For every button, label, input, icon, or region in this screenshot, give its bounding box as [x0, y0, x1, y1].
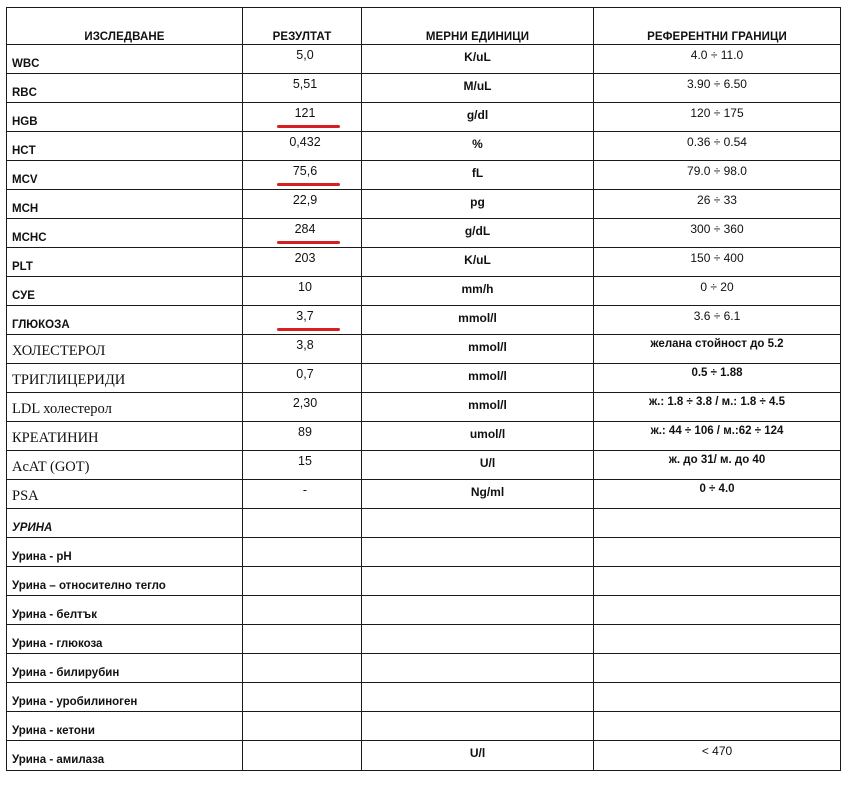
table-row: [7, 596, 841, 625]
reference-range-cell: [594, 422, 841, 451]
test-name: КРЕАТИНИН: [12, 430, 99, 446]
unit-value-cell: [362, 712, 594, 741]
unit-value: [362, 625, 593, 630]
test-name-cell: [7, 306, 243, 335]
unit-value-cell: [362, 161, 594, 190]
result-value-cell: [243, 480, 362, 509]
unit-value: fL: [471, 166, 484, 180]
reference-range-cell: [594, 393, 841, 422]
test-name-cell: [7, 132, 243, 161]
result-value: 2,30: [292, 396, 318, 410]
result-value-cell: [243, 306, 362, 335]
unit-value: M/uL: [463, 79, 492, 93]
reference-range: < 470: [701, 744, 733, 758]
unit-value-cell: [362, 393, 594, 422]
table-row: [7, 277, 841, 306]
result-value: [243, 538, 361, 541]
unit-value-cell: [362, 219, 594, 248]
reference-range: ж.: 1.8 ÷ 3.8 / м.: 1.8 ÷ 4.5: [648, 396, 786, 408]
header-units: МЕРНИ ЕДИНИЦИ: [362, 8, 594, 45]
test-name: HGB: [12, 116, 38, 128]
test-name: PSA: [12, 488, 39, 504]
result-value-cell: [243, 567, 362, 596]
unit-value: U/l: [469, 746, 486, 760]
result-value: 284: [243, 219, 361, 236]
unit-value-cell: [362, 335, 594, 364]
test-name: Урина - уробилиноген: [12, 696, 138, 708]
result-value-cell: [243, 103, 362, 132]
test-name: LDL холестерол: [12, 401, 112, 417]
unit-value-cell: [362, 306, 594, 335]
test-name-cell: [7, 480, 243, 509]
result-value-cell: [243, 712, 362, 741]
test-name-cell: [7, 625, 243, 654]
result-value-cell: [243, 654, 362, 683]
reference-range: 79.0 ÷ 98.0: [687, 164, 747, 178]
unit-value-cell: [362, 422, 594, 451]
result-value-cell: [243, 422, 362, 451]
result-value-cell: [243, 509, 362, 538]
reference-range: 0 ÷ 20: [700, 280, 734, 294]
reference-range-cell: [594, 364, 841, 393]
table-row: [7, 45, 841, 74]
table-header-row: [7, 8, 841, 45]
unit-value-cell: [362, 190, 594, 219]
reference-range-cell: [594, 335, 841, 364]
table-row: [7, 364, 841, 393]
test-name-cell: [7, 538, 243, 567]
test-name-cell: [7, 596, 243, 625]
test-name: MCH: [12, 203, 39, 215]
unit-value-cell: [362, 103, 594, 132]
test-name: Урина – относително тегло: [12, 580, 166, 592]
result-value: 75,6: [243, 161, 361, 178]
result-value: 15: [298, 454, 312, 468]
result-value: 121: [243, 103, 361, 120]
reference-range: желана стойност до 5.2: [650, 338, 784, 350]
table-row: [7, 741, 841, 771]
result-value-cell: [243, 161, 362, 190]
result-value: 5,0: [296, 48, 314, 62]
result-value: 3,8: [296, 338, 314, 352]
test-name: Урина - белтък: [12, 609, 97, 621]
test-name-cell: [7, 161, 243, 190]
red-underline-mark: [277, 183, 340, 186]
table-row: [7, 538, 841, 567]
unit-value-cell: [362, 451, 594, 480]
result-value: [243, 654, 361, 657]
unit-value-cell: [362, 741, 594, 771]
red-underline-mark: [277, 328, 340, 331]
test-name-cell: [7, 422, 243, 451]
reference-range: 3.90 ÷ 6.50: [687, 77, 747, 91]
result-value: 203: [294, 251, 316, 265]
unit-value: [362, 509, 593, 514]
header-reference: РЕФЕРЕНТНИ ГРАНИЦИ: [594, 8, 841, 45]
reference-range-cell: [594, 103, 841, 132]
reference-range: [594, 683, 840, 686]
test-name-cell: [7, 219, 243, 248]
result-value-cell: [243, 74, 362, 103]
test-name: MCV: [12, 174, 38, 186]
reference-range-cell: [594, 741, 841, 771]
reference-range-cell: [594, 277, 841, 306]
result-value-cell: [243, 538, 362, 567]
reference-range-cell: [594, 306, 841, 335]
result-value: 3,7: [243, 306, 361, 323]
unit-value: U/l: [479, 456, 496, 470]
test-name: УРИНА: [12, 522, 53, 534]
unit-value: mm/h: [461, 282, 494, 296]
lab-results-table: [6, 7, 841, 771]
reference-range-cell: [594, 74, 841, 103]
result-value-cell: [243, 741, 362, 771]
test-name-cell: [7, 712, 243, 741]
test-name-cell: [7, 393, 243, 422]
result-value: [243, 596, 361, 599]
unit-value-cell: [362, 596, 594, 625]
table-row: [7, 567, 841, 596]
red-underline-mark: [277, 125, 340, 128]
unit-value: [362, 712, 593, 717]
reference-range: [594, 567, 840, 570]
reference-range: [594, 712, 840, 715]
test-name-cell: [7, 248, 243, 277]
result-value: 5,51: [292, 77, 318, 91]
reference-range-cell: [594, 625, 841, 654]
result-value-cell: [243, 625, 362, 654]
table-row: [7, 132, 841, 161]
red-underline-mark: [277, 241, 340, 244]
result-value-cell: [243, 393, 362, 422]
reference-range: 26 ÷ 33: [697, 193, 737, 207]
reference-range: 0.36 ÷ 0.54: [687, 135, 747, 149]
result-value: 0,432: [289, 135, 321, 149]
unit-value: mmol/l: [458, 311, 497, 325]
unit-value: Ng/ml: [470, 485, 505, 499]
table-row: [7, 103, 841, 132]
unit-value: mmol/l: [468, 398, 507, 412]
reference-range: [594, 538, 840, 541]
unit-value: [362, 654, 593, 659]
reference-range: ж.: 44 ÷ 106 / м.:62 ÷ 124: [650, 425, 784, 437]
result-value-cell: [243, 335, 362, 364]
test-name: AcAT (GOT): [12, 459, 90, 475]
reference-range: 4.0 ÷ 11.0: [690, 48, 744, 62]
result-value: [243, 625, 361, 628]
reference-range-cell: [594, 190, 841, 219]
unit-value: [362, 567, 593, 572]
result-value-cell: [243, 451, 362, 480]
table-row: [7, 161, 841, 190]
unit-value-cell: [362, 74, 594, 103]
unit-value: umol/l: [469, 427, 506, 441]
result-value: 10: [298, 280, 312, 294]
reference-range: ж. до 31/ м. до 40: [668, 454, 766, 466]
result-value: 22,9: [292, 193, 318, 207]
test-name-cell: [7, 567, 243, 596]
result-value-cell: [243, 45, 362, 74]
test-name-cell: [7, 74, 243, 103]
table-row: [7, 306, 841, 335]
test-name-cell: [7, 451, 243, 480]
table-row: [7, 74, 841, 103]
test-name: Урина - кетони: [12, 725, 95, 737]
reference-range-cell: [594, 248, 841, 277]
test-name: Урина - глюкоза: [12, 638, 103, 650]
result-value-cell: [243, 219, 362, 248]
reference-range: 120 ÷ 175: [690, 106, 744, 120]
table-row: [7, 480, 841, 509]
unit-value-cell: [362, 683, 594, 712]
reference-range-cell: [594, 538, 841, 567]
header-test: ИЗСЛЕДВАНЕ: [7, 8, 243, 45]
result-value: -: [302, 483, 308, 497]
reference-range-cell: [594, 219, 841, 248]
test-name: RBC: [12, 87, 37, 99]
result-value: [243, 741, 361, 744]
reference-range: [594, 625, 840, 628]
unit-value-cell: [362, 509, 594, 538]
unit-value: K/uL: [464, 253, 491, 267]
unit-value-cell: [362, 45, 594, 74]
test-name: ХОЛЕСТЕРОЛ: [12, 343, 106, 359]
unit-value-cell: [362, 132, 594, 161]
test-name: WBC: [12, 58, 40, 70]
reference-range-cell: [594, 567, 841, 596]
result-value: [243, 567, 361, 570]
test-name-cell: [7, 654, 243, 683]
reference-range-cell: [594, 712, 841, 741]
test-name: СУЕ: [12, 290, 35, 302]
table-row: [7, 712, 841, 741]
unit-value: [362, 596, 593, 601]
test-name-cell: [7, 509, 243, 538]
table-row: [7, 451, 841, 480]
result-value: 0,7: [296, 367, 314, 381]
unit-value: g/dl: [466, 108, 489, 122]
test-name: Урина - pH: [12, 551, 72, 563]
reference-range-cell: [594, 683, 841, 712]
result-value-cell: [243, 596, 362, 625]
table-row: [7, 219, 841, 248]
result-value-cell: [243, 190, 362, 219]
test-name: Урина - билирубин: [12, 667, 120, 679]
unit-value: pg: [470, 195, 485, 209]
result-value-cell: [243, 277, 362, 306]
reference-range-cell: [594, 451, 841, 480]
reference-range: [594, 509, 840, 512]
reference-range-cell: [594, 654, 841, 683]
test-name: MCHC: [12, 232, 47, 244]
table-row: [7, 393, 841, 422]
reference-range-cell: [594, 45, 841, 74]
reference-range-cell: [594, 161, 841, 190]
unit-value: [362, 538, 593, 543]
unit-value-cell: [362, 654, 594, 683]
unit-value: g/dL: [464, 224, 491, 238]
unit-value: %: [472, 137, 483, 151]
test-name-cell: [7, 277, 243, 306]
reference-range-cell: [594, 509, 841, 538]
table-row: [7, 422, 841, 451]
reference-range-cell: [594, 596, 841, 625]
result-value: [243, 712, 361, 715]
result-value-cell: [243, 683, 362, 712]
reference-range-cell: [594, 132, 841, 161]
unit-value-cell: [362, 277, 594, 306]
test-name-cell: [7, 364, 243, 393]
table-row: [7, 625, 841, 654]
reference-range: [594, 654, 840, 657]
result-value-cell: [243, 248, 362, 277]
result-value: 89: [298, 425, 312, 439]
test-name-cell: [7, 190, 243, 219]
table-row: [7, 190, 841, 219]
test-name: PLT: [12, 261, 33, 273]
test-name-cell: [7, 683, 243, 712]
result-value-cell: [243, 132, 362, 161]
test-name: HCT: [12, 145, 36, 157]
table-row: [7, 683, 841, 712]
reference-range: 3.6 ÷ 6.1: [693, 309, 741, 323]
result-value-cell: [243, 364, 362, 393]
result-value: [243, 509, 361, 512]
test-name-cell: [7, 335, 243, 364]
unit-value: K/uL: [464, 50, 491, 64]
table-row: [7, 248, 841, 277]
header-result: РЕЗУЛТАТ: [243, 8, 362, 45]
test-name: ГЛЮКОЗА: [12, 319, 70, 331]
test-name: ТРИГЛИЦЕРИДИ: [12, 372, 126, 388]
table-row: [7, 335, 841, 364]
unit-value-cell: [362, 248, 594, 277]
unit-value-cell: [362, 364, 594, 393]
reference-range: 150 ÷ 400: [690, 251, 744, 265]
unit-value-cell: [362, 480, 594, 509]
reference-range: [594, 596, 840, 599]
reference-range-cell: [594, 480, 841, 509]
unit-value-cell: [362, 625, 594, 654]
reference-range: 0.5 ÷ 1.88: [691, 367, 743, 379]
test-name-cell: [7, 103, 243, 132]
reference-range: 0 ÷ 4.0: [699, 483, 735, 495]
test-name: Урина - амилаза: [12, 754, 105, 766]
test-name-cell: [7, 45, 243, 74]
unit-value: mmol/l: [468, 340, 507, 354]
table-row: [7, 509, 841, 538]
unit-value-cell: [362, 538, 594, 567]
unit-value-cell: [362, 567, 594, 596]
table-row: [7, 654, 841, 683]
unit-value: mmol/l: [468, 369, 507, 383]
reference-range: 300 ÷ 360: [690, 222, 744, 236]
test-name-cell: [7, 741, 243, 771]
unit-value: [362, 683, 593, 688]
result-value: [243, 683, 361, 686]
